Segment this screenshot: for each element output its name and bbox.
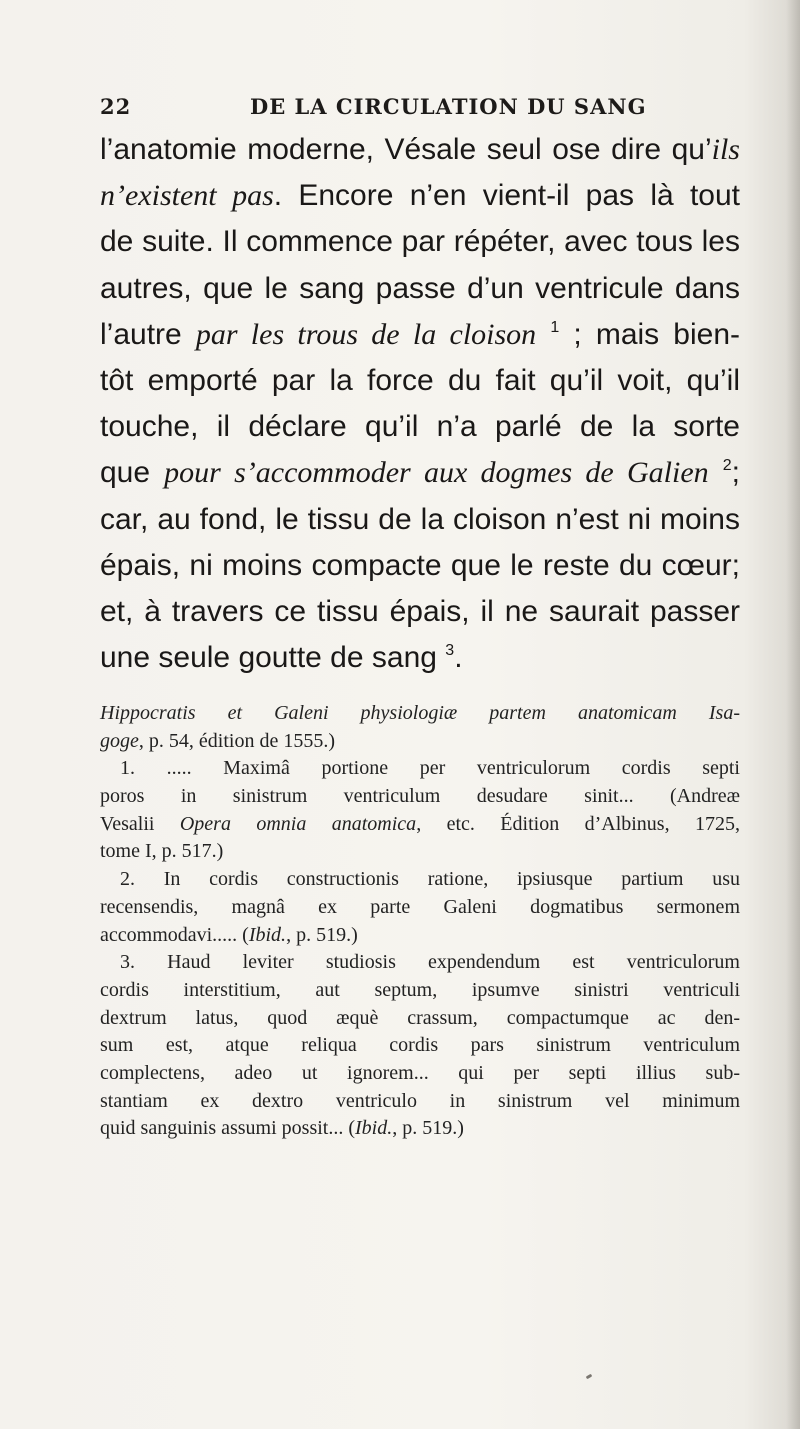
text-line: épais, ni moins compacte que le reste du cœur;	[100, 548, 740, 582]
running-title: DE LA CIRCULATION DU SANG	[250, 94, 647, 119]
text-line: que pour s’accommoder aux dogmes de Galien $^2$;	[100, 456, 740, 490]
footnote-ref[interactable]: 2	[722, 457, 732, 475]
footnote-line: goge, p. 54, édition de 1555.)	[100, 729, 335, 752]
footnote-1: 1. ..... Maximâ portione per ventriculorum cordis septi	[120, 757, 740, 780]
footnote-line: poros in sinistrum ventriculum desudare sinit... (Andreæ	[100, 785, 740, 808]
footnote-line: tome I, p. 517.)	[100, 840, 224, 863]
footnote-2: 2. In cordis constructionis ratione, ipsiusque partium usu	[120, 868, 740, 891]
text-line: car, au fond, le tissu de la cloison n’est ni moins	[100, 502, 740, 536]
main-paragraph	[100, 127, 740, 681]
footnote-line: dextrum latus, quod æquè crassum, compactumque ac den-	[100, 1006, 740, 1029]
footnote-line: quid sanguinis assumi possit... (Ibid., p. 519.)	[100, 1117, 464, 1140]
page-number: 22	[100, 94, 132, 119]
text-line: une seule goutte de sang $^3$.	[100, 641, 463, 675]
text-line: et, à travers ce tissu épais, il ne saurait passer	[100, 594, 740, 628]
footnote-ref[interactable]: 3	[445, 642, 455, 660]
text-line: touche, il déclare qu’il n’a parlé de la sorte	[100, 410, 740, 444]
ink-speck	[586, 1374, 593, 1380]
page-edge-shadow	[786, 0, 800, 1429]
text-line: autres, que le sang passe d’un ventricule dans	[100, 271, 740, 305]
footnote-line: Vesalii Opera omnia anatomica, etc. Édition d’Albinus, 1725,	[100, 812, 740, 835]
text-line: tôt emporté par la force du fait qu’il voit, qu’il	[100, 363, 740, 397]
footnote-line: accommodavi..... (Ibid., p. 519.)	[100, 923, 358, 946]
text-line: l’anatomie moderne, Vésale seul ose dire qu’ils	[100, 133, 740, 166]
text-line: de suite. Il commence par répéter, avec tous les	[100, 225, 740, 259]
footnote-line: sum est, atque reliqua cordis pars sinistrum ventriculum	[100, 1034, 740, 1057]
text-line: n’existent pas. Encore n’en vient-il pas là tout	[100, 179, 740, 213]
footnote-line: complectens, adeo ut ignorem... qui per septi illius sub-	[100, 1061, 740, 1084]
footnote-line: cordis interstitium, aut septum, ipsumve sinistri ventriculi	[100, 978, 740, 1001]
footnote-3: 3. Haud leviter studiosis expendendum est ventriculorum	[120, 951, 740, 974]
running-head	[100, 94, 740, 124]
footnote-line: stantiam ex dextro ventriculo in sinistrum vel minimum	[100, 1089, 740, 1112]
footnote-line: Hippocratis et Galeni physiologiæ partem anatomicam Isa-	[100, 702, 740, 724]
text-line: l’autre par les trous de la cloison $^1$ ; mais bien-	[100, 317, 740, 351]
footnotes	[100, 700, 740, 1143]
footnote-line: recensendis, magnâ ex parte Galeni dogmatibus sermonem	[100, 895, 740, 918]
footnote-ref[interactable]: 1	[550, 318, 560, 336]
